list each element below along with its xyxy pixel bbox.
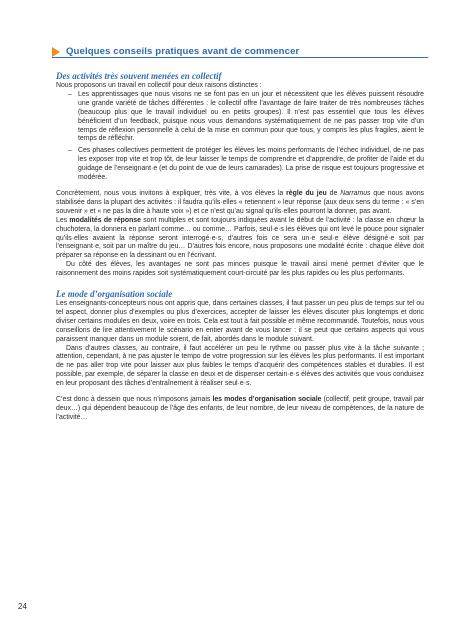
header-rule [52, 57, 428, 58]
orange-arrow-icon [52, 47, 60, 57]
text-run: que nous avons stabilisée dans la plupart des activités : il faudra qu’ils·elles « retiennent » leur réponse (aux deux sens du terme : « s’en souvenir » et « ne pas la dire à haute voix ») et ce n’est qu’au signal qu’ils·elles pourront la donner, pas avant. [56, 189, 424, 215]
organisation-paragraph-1: Les enseignants-concepteurs nous ont appris que, dans certaines classes, il faut passer un peu plus de temps sur tel ou tel aspect, donner plus d’exemples ou plus d’exercices, accepter de laisser les élèves discuter plus longtemps et donc diviser certains modules en deux, voire en trois. Cela est tout à fait possible et même recommandé. Toutefois, nous vous conseillons de lire attentivement le scénario en entier avant de vous lancer : il se peut que certains aspects qui vous paraissent manquer dans un module soient, de fait, abordés dans le module suivant. [56, 300, 424, 343]
text-run: sont multiples et sont toujours indiquées avant le début de l’activité : la classe en chœur la chuchotera, la donnera en parlant comme… ou comme… Parfois, seul·e·s les élèves qui ont levé le pouce pour signaler qu’ils·elles avaient la réponse seront interrogé·e·s, d’autres fois ce sera un·e seul·e élève désigné·e soit par l’enseignant·e, soit par un maître du jeu… D’autres fois encore, nous proposons une modalité écrite : chaque élève doit préparer sa réponse en la dessinant ou en l’écrivant. [56, 216, 424, 260]
page-content [56, 71, 424, 423]
bold-text: les modes d’organisation sociale [212, 396, 322, 404]
organisation-paragraph-2: Dans d’autres classes, au contraire, il faut accélérer un peu le rythme ou passer plus vite à la tâche suivante ; attention, cependant, à ne pas ajuster le tempo de votre progression sur les élèves les plus performants. Il est important de ne pas aller trop vite pour laisser aux plus faibles le temps d’acquérir des compétences stables et durables. Il est possible, par exemple, de séparer la classe en deux et de dispenser certain·e·s élèves des activités que vous conduisez en leur proposant des tâches d’entraînement à réaliser seul·e·s. [56, 344, 424, 388]
section-heading-collective: Des activités très souvent menées en collectif [56, 71, 222, 81]
page-number: 24 [18, 602, 27, 611]
reasons-list [56, 91, 424, 183]
page-title: Quelques conseils pratiques avant de commencer [66, 46, 300, 57]
text-run: (collectif, petit groupe, travail par deux…) qui dépendent beaucoup de l’âge des enfants, de leur nombre, de leur niveau de compétences, de la nature de l’activité… [56, 396, 425, 421]
bold-text: modalités de réponse [69, 216, 141, 224]
section-heading-organisation: Le mode d’organisation sociale [56, 289, 173, 300]
text-run: Concrètement, nous vous invitons à expliquer, très vite, à vos élèves la [56, 189, 287, 197]
text-run: Les [56, 216, 70, 224]
italic-text: Narramus [340, 189, 371, 197]
bold-text: règle du jeu [286, 189, 327, 197]
text-run: C’est donc à dessein que nous n’imposons jamais [56, 396, 213, 404]
list-item: – Les apprentissages que nous visons ne se font pas en un jour et nécessitent que les élèves puissent résoudre une grande variété de tâches différentes : le collectif offre l’avantage de faire traiter de très nombreuses tâches (beaucoup plus que le travail individuel ou en petits groupes). Il n’est pas essentiel que tous les élèves bénéficient d’un feedback, puisque nous vous demandons systématiquement de ne pas passer trop vite d’un temps de réflexion personnelle à celui de la mise en commun pour que tous, y compris les plus fragiles, aient le temps de réfléchir. [78, 91, 424, 144]
modalities-paragraph [56, 217, 424, 262]
organisation-paragraph-3 [56, 396, 424, 423]
rule-paragraph [56, 190, 424, 217]
list-item: – Ces phases collectives permettent de protéger les élèves les moins performants de l’échec individuel, de ne pas les exposer trop vite et trop tôt, de leur laisser le temps de comprendre et d’apprendre, de profiter de l’aide et du guidage de l’enseignant·e (et du point de vue de leurs camarades). La prise de risque est toujours progressive et modérée. [78, 147, 424, 183]
text-run: de [326, 189, 341, 197]
intro-paragraph: Nous proposons un travail en collectif pour deux raisons distinctes : [56, 82, 262, 89]
page-banner [52, 46, 426, 57]
advantages-paragraph: Du côté des élèves, les avantages ne sont pas minces puisque le travail ainsi mené permet d’éviter que le raisonnement des moins rapides soit systématiquement court-circuité par les plus rapides ou les plus performants. [56, 261, 424, 278]
